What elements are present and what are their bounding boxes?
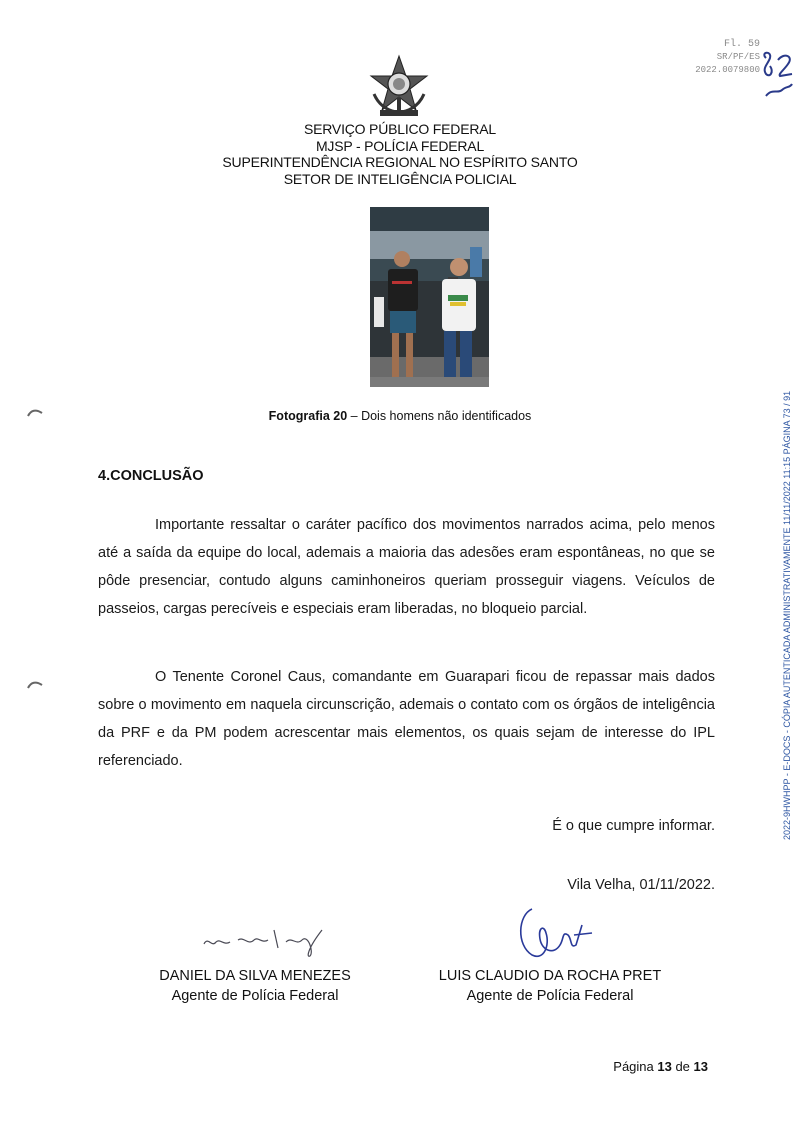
punch-hole-mark-icon [26, 408, 44, 418]
signatory-role: Agente de Polícia Federal [171, 988, 339, 1004]
closing-statement: É o que cumpre informar. [552, 818, 715, 834]
signatory-name: DANIEL DA SILVA MENEZES [159, 968, 351, 984]
document-stamp [660, 38, 760, 77]
paragraph-text: Importante ressaltar o caráter pacífico dos movimentos narrados acima, pelo menos até a saída da equipe do local, ademais a maioria das adesões eram espontâneas, no que se pôde presenciar, contudo alguns caminhoneiros queriam prosseguir viagens. Veículos de passeios, cargas perecíveis e especiais eram liberadas, no bloqueio parcial. [98, 517, 715, 617]
paragraph-text: O Tenente Coronel Caus, comandante em Guarapari ficou de repassar mais dados sobre o movimento em naquela circunscrição, ademais o contato com os órgãos de inteligência da PRF e da PM podem acrescentar mais elementos, os quais sejam de interesse do IPL referenciado. [98, 669, 715, 769]
conclusion-paragraph-1 [98, 511, 715, 623]
handwritten-page-number [758, 48, 798, 108]
stamp-process-number: 2022.0079800 [695, 65, 760, 75]
page-middle: de [671, 1059, 694, 1074]
punch-hole-mark-icon [26, 680, 44, 690]
brazil-coat-of-arms-icon [366, 54, 432, 120]
signature-block-1 [130, 966, 380, 1006]
page-number [560, 1059, 708, 1074]
photo-caption-label: Fotografia 20 [268, 409, 348, 423]
header-line-sector: SETOR DE INTELIGÊNCIA POLICIAL [283, 170, 517, 187]
header-line-ministry: MJSP - POLÍCIA FEDERAL [315, 137, 485, 154]
document-header [0, 121, 800, 187]
conclusion-paragraph-2 [98, 663, 715, 775]
photo-caption [0, 409, 800, 423]
photograph [370, 207, 489, 387]
stamp-unit: SR/PF/ES [716, 52, 760, 62]
photo-caption-text: – Dois homens não identificados [347, 409, 532, 423]
signatory-role: Agente de Polícia Federal [466, 988, 634, 1004]
header-line-service: SERVIÇO PÚBLICO FEDERAL [304, 121, 496, 137]
page-current: 13 [657, 1059, 672, 1074]
signatory-name: LUIS CLAUDIO DA ROCHA PRET [438, 968, 662, 984]
stamp-folio: Fl. 59 [723, 39, 760, 50]
page-prefix: Página [613, 1059, 658, 1074]
header-line-superintendence: SUPERINTENDÊNCIA REGIONAL NO ESPÍRITO SANTO [222, 154, 578, 170]
authentication-side-text: 2022-9HWHPP - E-DOCS - CÓPIA AUTENTICADA ADMINISTRATIVAMENTE 11/11/2022 11:15 PÁGINA 73 / 91 [782, 390, 792, 840]
place-and-date: Vila Velha, 01/11/2022. [567, 877, 715, 893]
signature-luis-drawing [510, 905, 600, 965]
page-total: 13 [693, 1059, 708, 1074]
signature-daniel-drawing [198, 918, 328, 958]
section-title: 4.CONCLUSÃO [98, 468, 204, 484]
signature-block-2 [415, 966, 685, 1006]
